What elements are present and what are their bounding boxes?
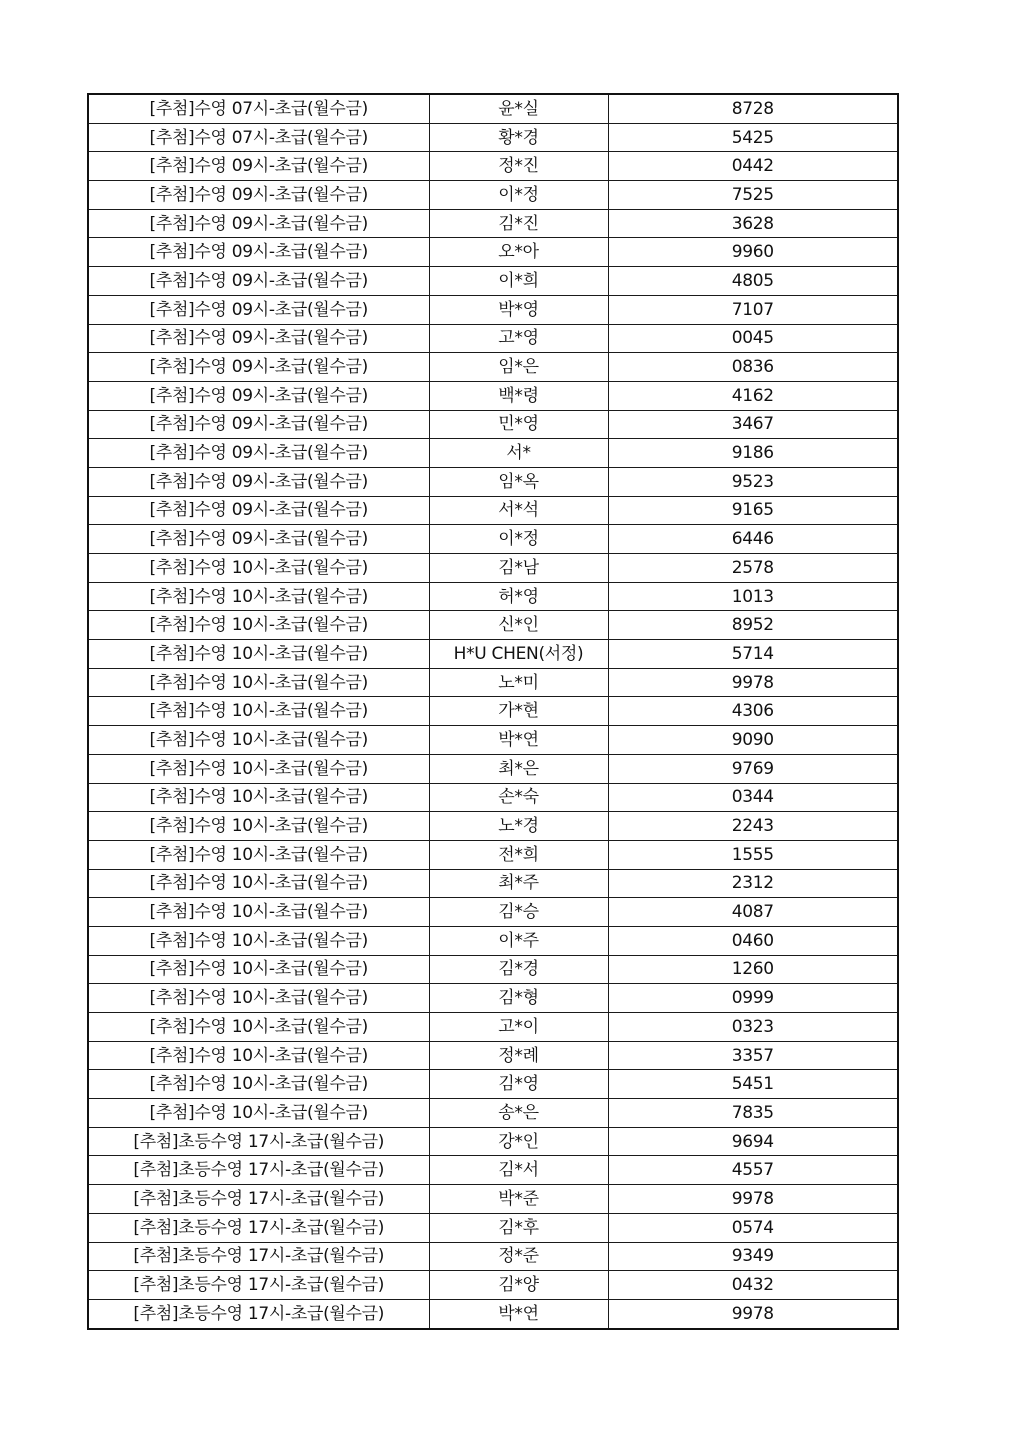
- course-cell: [추첨]수영 10시-초급(월수금): [88, 697, 429, 726]
- code-cell: 9978: [608, 1299, 898, 1328]
- name-cell: 김*영: [429, 1070, 608, 1099]
- name-cell: 이*정: [429, 181, 608, 210]
- name-cell: 최*은: [429, 754, 608, 783]
- table-row: [88, 381, 898, 410]
- course-cell: [추첨]수영 10시-초급(월수금): [88, 611, 429, 640]
- name-cell: H*U CHEN(서정): [429, 640, 608, 669]
- code-cell: 5425: [608, 123, 898, 152]
- name-cell: 황*경: [429, 123, 608, 152]
- table-row: [88, 525, 898, 554]
- code-cell: 9165: [608, 496, 898, 525]
- course-cell: [추첨]수영 09시-초급(월수금): [88, 381, 429, 410]
- table-row: [88, 869, 898, 898]
- name-cell: 정*진: [429, 152, 608, 181]
- table-row: [88, 582, 898, 611]
- course-cell: [추첨]수영 09시-초급(월수금): [88, 496, 429, 525]
- table-row: [88, 123, 898, 152]
- course-cell: [추첨]수영 10시-초급(월수금): [88, 812, 429, 841]
- table-row: [88, 984, 898, 1013]
- table-row: [88, 955, 898, 984]
- name-cell: 최*주: [429, 869, 608, 898]
- code-cell: 7835: [608, 1099, 898, 1128]
- name-cell: 이*희: [429, 267, 608, 296]
- name-cell: 정*례: [429, 1041, 608, 1070]
- table-row: [88, 439, 898, 468]
- name-cell: 김*양: [429, 1271, 608, 1300]
- table-row: [88, 926, 898, 955]
- course-cell: [추첨]수영 09시-초급(월수금): [88, 152, 429, 181]
- code-cell: 9523: [608, 467, 898, 496]
- code-cell: 0574: [608, 1213, 898, 1242]
- code-cell: 9960: [608, 238, 898, 267]
- course-cell: [추첨]수영 07시-초급(월수금): [88, 123, 429, 152]
- code-cell: 1260: [608, 955, 898, 984]
- course-cell: [추첨]초등수영 17시-초급(월수금): [88, 1271, 429, 1300]
- course-cell: [추첨]초등수영 17시-초급(월수금): [88, 1127, 429, 1156]
- code-cell: 3467: [608, 410, 898, 439]
- table-row: [88, 554, 898, 583]
- course-cell: [추첨]초등수영 17시-초급(월수금): [88, 1185, 429, 1214]
- name-cell: 서*: [429, 439, 608, 468]
- course-cell: [추첨]수영 10시-초급(월수금): [88, 1013, 429, 1042]
- course-cell: [추첨]수영 09시-초급(월수금): [88, 439, 429, 468]
- name-cell: 박*연: [429, 1299, 608, 1328]
- course-cell: [추첨]수영 09시-초급(월수금): [88, 467, 429, 496]
- code-cell: 4162: [608, 381, 898, 410]
- table-row: [88, 467, 898, 496]
- course-cell: [추첨]수영 09시-초급(월수금): [88, 353, 429, 382]
- table-row: [88, 1013, 898, 1042]
- table-row: [88, 611, 898, 640]
- course-cell: [추첨]수영 09시-초급(월수금): [88, 267, 429, 296]
- table-row: [88, 1099, 898, 1128]
- table-row: [88, 1299, 898, 1328]
- code-cell: 7107: [608, 295, 898, 324]
- code-cell: 4805: [608, 267, 898, 296]
- table-row: [88, 783, 898, 812]
- name-cell: 김*후: [429, 1213, 608, 1242]
- code-cell: 6446: [608, 525, 898, 554]
- table-row: [88, 1185, 898, 1214]
- name-cell: 가*현: [429, 697, 608, 726]
- code-cell: 2312: [608, 869, 898, 898]
- code-cell: 5714: [608, 640, 898, 669]
- table-row: [88, 1213, 898, 1242]
- table-row: [88, 267, 898, 296]
- code-cell: 2578: [608, 554, 898, 583]
- code-cell: 1013: [608, 582, 898, 611]
- results-table-body: [88, 94, 898, 1329]
- course-cell: [추첨]수영 09시-초급(월수금): [88, 181, 429, 210]
- name-cell: 손*숙: [429, 783, 608, 812]
- course-cell: [추첨]수영 09시-초급(월수금): [88, 295, 429, 324]
- name-cell: 백*령: [429, 381, 608, 410]
- table-row: [88, 496, 898, 525]
- table-row: [88, 898, 898, 927]
- name-cell: 김*남: [429, 554, 608, 583]
- code-cell: 0323: [608, 1013, 898, 1042]
- table-row: [88, 640, 898, 669]
- course-cell: [추첨]수영 10시-초급(월수금): [88, 582, 429, 611]
- table-row: [88, 812, 898, 841]
- course-cell: [추첨]수영 10시-초급(월수금): [88, 984, 429, 1013]
- course-cell: [추첨]수영 10시-초급(월수금): [88, 726, 429, 755]
- course-cell: [추첨]수영 09시-초급(월수금): [88, 525, 429, 554]
- table-row: [88, 181, 898, 210]
- table-row: [88, 668, 898, 697]
- code-cell: 4087: [608, 898, 898, 927]
- name-cell: 송*은: [429, 1099, 608, 1128]
- code-cell: 0344: [608, 783, 898, 812]
- table-row: [88, 410, 898, 439]
- course-cell: [추첨]수영 10시-초급(월수금): [88, 840, 429, 869]
- course-cell: [추첨]수영 10시-초급(월수금): [88, 1070, 429, 1099]
- code-cell: 9978: [608, 1185, 898, 1214]
- table-row: [88, 1127, 898, 1156]
- course-cell: [추첨]수영 10시-초급(월수금): [88, 754, 429, 783]
- course-cell: [추첨]초등수영 17시-초급(월수금): [88, 1213, 429, 1242]
- name-cell: 강*인: [429, 1127, 608, 1156]
- code-cell: 4306: [608, 697, 898, 726]
- table-row: [88, 726, 898, 755]
- course-cell: [추첨]수영 10시-초급(월수금): [88, 898, 429, 927]
- code-cell: 0999: [608, 984, 898, 1013]
- lottery-results-table: [87, 93, 899, 1330]
- name-cell: 김*진: [429, 209, 608, 238]
- name-cell: 임*은: [429, 353, 608, 382]
- name-cell: 전*희: [429, 840, 608, 869]
- name-cell: 민*영: [429, 410, 608, 439]
- code-cell: 0045: [608, 324, 898, 353]
- code-cell: 0442: [608, 152, 898, 181]
- name-cell: 김*형: [429, 984, 608, 1013]
- code-cell: 9186: [608, 439, 898, 468]
- code-cell: 9694: [608, 1127, 898, 1156]
- table-row: [88, 1271, 898, 1300]
- table-row: [88, 94, 898, 123]
- name-cell: 이*정: [429, 525, 608, 554]
- name-cell: 박*연: [429, 726, 608, 755]
- name-cell: 이*주: [429, 926, 608, 955]
- course-cell: [추첨]초등수영 17시-초급(월수금): [88, 1242, 429, 1271]
- table-row: [88, 1070, 898, 1099]
- course-cell: [추첨]초등수영 17시-초급(월수금): [88, 1156, 429, 1185]
- table-row: [88, 324, 898, 353]
- name-cell: 노*경: [429, 812, 608, 841]
- table-row: [88, 1242, 898, 1271]
- table-row: [88, 295, 898, 324]
- table-row: [88, 238, 898, 267]
- code-cell: 8952: [608, 611, 898, 640]
- code-cell: 1555: [608, 840, 898, 869]
- table-row: [88, 209, 898, 238]
- table-row: [88, 754, 898, 783]
- course-cell: [추첨]수영 09시-초급(월수금): [88, 238, 429, 267]
- name-cell: 정*준: [429, 1242, 608, 1271]
- table-row: [88, 1041, 898, 1070]
- name-cell: 노*미: [429, 668, 608, 697]
- course-cell: [추첨]수영 10시-초급(월수금): [88, 668, 429, 697]
- course-cell: [추첨]수영 10시-초급(월수금): [88, 1099, 429, 1128]
- table-row: [88, 697, 898, 726]
- course-cell: [추첨]초등수영 17시-초급(월수금): [88, 1299, 429, 1328]
- table-row: [88, 840, 898, 869]
- code-cell: 9090: [608, 726, 898, 755]
- code-cell: 2243: [608, 812, 898, 841]
- name-cell: 고*이: [429, 1013, 608, 1042]
- course-cell: [추첨]수영 10시-초급(월수금): [88, 1041, 429, 1070]
- name-cell: 박*준: [429, 1185, 608, 1214]
- code-cell: 9769: [608, 754, 898, 783]
- name-cell: 윤*실: [429, 94, 608, 123]
- name-cell: 신*인: [429, 611, 608, 640]
- code-cell: 0460: [608, 926, 898, 955]
- course-cell: [추첨]수영 10시-초급(월수금): [88, 926, 429, 955]
- name-cell: 임*옥: [429, 467, 608, 496]
- code-cell: 9349: [608, 1242, 898, 1271]
- course-cell: [추첨]수영 10시-초급(월수금): [88, 869, 429, 898]
- name-cell: 박*영: [429, 295, 608, 324]
- name-cell: 김*승: [429, 898, 608, 927]
- name-cell: 김*서: [429, 1156, 608, 1185]
- table-row: [88, 353, 898, 382]
- course-cell: [추첨]수영 10시-초급(월수금): [88, 783, 429, 812]
- code-cell: 0432: [608, 1271, 898, 1300]
- course-cell: [추첨]수영 09시-초급(월수금): [88, 324, 429, 353]
- code-cell: 4557: [608, 1156, 898, 1185]
- table-row: [88, 152, 898, 181]
- name-cell: 김*경: [429, 955, 608, 984]
- code-cell: 3357: [608, 1041, 898, 1070]
- course-cell: [추첨]수영 09시-초급(월수금): [88, 209, 429, 238]
- code-cell: 7525: [608, 181, 898, 210]
- name-cell: 서*석: [429, 496, 608, 525]
- course-cell: [추첨]수영 10시-초급(월수금): [88, 640, 429, 669]
- name-cell: 고*영: [429, 324, 608, 353]
- code-cell: 3628: [608, 209, 898, 238]
- code-cell: 5451: [608, 1070, 898, 1099]
- code-cell: 9978: [608, 668, 898, 697]
- code-cell: 0836: [608, 353, 898, 382]
- course-cell: [추첨]수영 10시-초급(월수금): [88, 554, 429, 583]
- course-cell: [추첨]수영 10시-초급(월수금): [88, 955, 429, 984]
- course-cell: [추첨]수영 07시-초급(월수금): [88, 94, 429, 123]
- name-cell: 오*아: [429, 238, 608, 267]
- code-cell: 8728: [608, 94, 898, 123]
- course-cell: [추첨]수영 09시-초급(월수금): [88, 410, 429, 439]
- name-cell: 허*영: [429, 582, 608, 611]
- table-row: [88, 1156, 898, 1185]
